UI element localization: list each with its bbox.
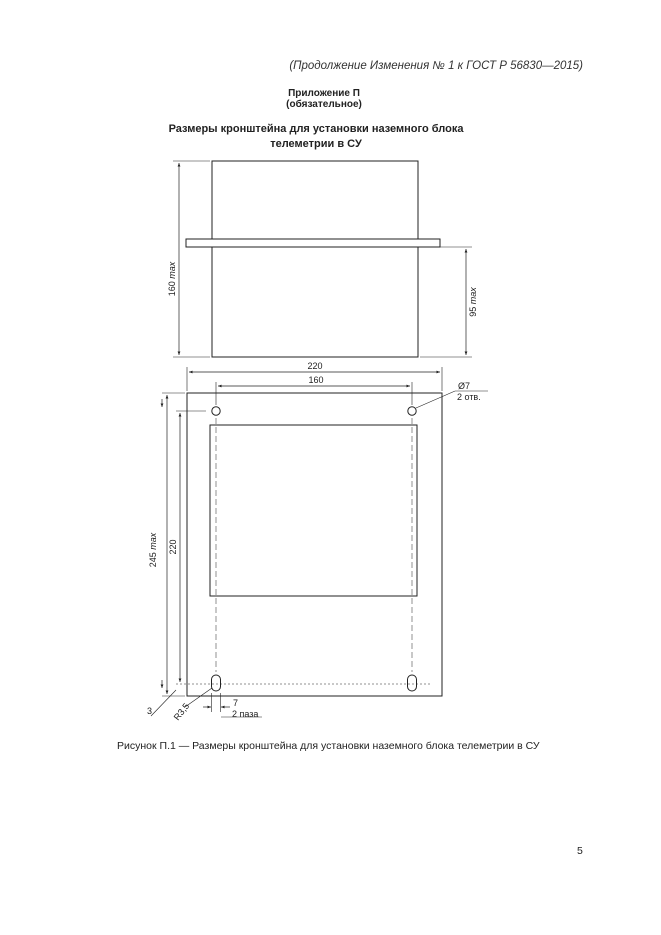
plate-height-label: 245 max: [148, 532, 158, 568]
side-view: [173, 161, 472, 357]
hole-spacing-label: 160: [308, 375, 324, 385]
appendix-title: Приложение П: [288, 88, 360, 99]
hole-leader: [416, 391, 455, 408]
mounting-hole: [408, 407, 416, 415]
hole-diameter-label: Ø7: [458, 381, 471, 391]
figure-title-line2: телеметрии в СУ: [270, 138, 362, 150]
bottom-height-label: 95 max: [468, 287, 478, 317]
mounting-slot: [408, 675, 417, 691]
mounting-slot: [212, 675, 221, 691]
edge-offset-label: 3: [147, 706, 153, 716]
figure-caption: Рисунок П.1 — Размеры кронштейна для установки наземного блока телеметрии в СУ: [117, 740, 540, 752]
mounting-plate: [187, 393, 442, 696]
slot-width-label: 7: [233, 698, 239, 708]
continuation-header: (Продолжение Изменения № 1 к ГОСТ Р 56830—2015): [289, 60, 583, 72]
inner-rectangle: [210, 425, 417, 596]
figure-title-line1: Размеры кронштейна для установки наземного блока: [168, 123, 464, 135]
side-view-flange: [186, 239, 440, 247]
hole-count-label: 2 отв.: [457, 392, 481, 402]
page-number: 5: [577, 845, 583, 857]
total-width-label: 220: [307, 361, 323, 371]
appendix-subtitle: (обязательное): [286, 99, 362, 110]
mounting-hole: [212, 407, 220, 415]
slot-radius-leader: [185, 688, 212, 707]
plan-view: [151, 367, 488, 717]
side-view-body: [212, 161, 418, 357]
edge-offset-leader: [151, 690, 176, 716]
slot-count-label: 2 паза: [232, 709, 259, 719]
inner-height-label: 220: [168, 539, 178, 555]
height-label: 160 max: [167, 261, 177, 297]
slot-radius-label: R3,5: [171, 701, 192, 723]
